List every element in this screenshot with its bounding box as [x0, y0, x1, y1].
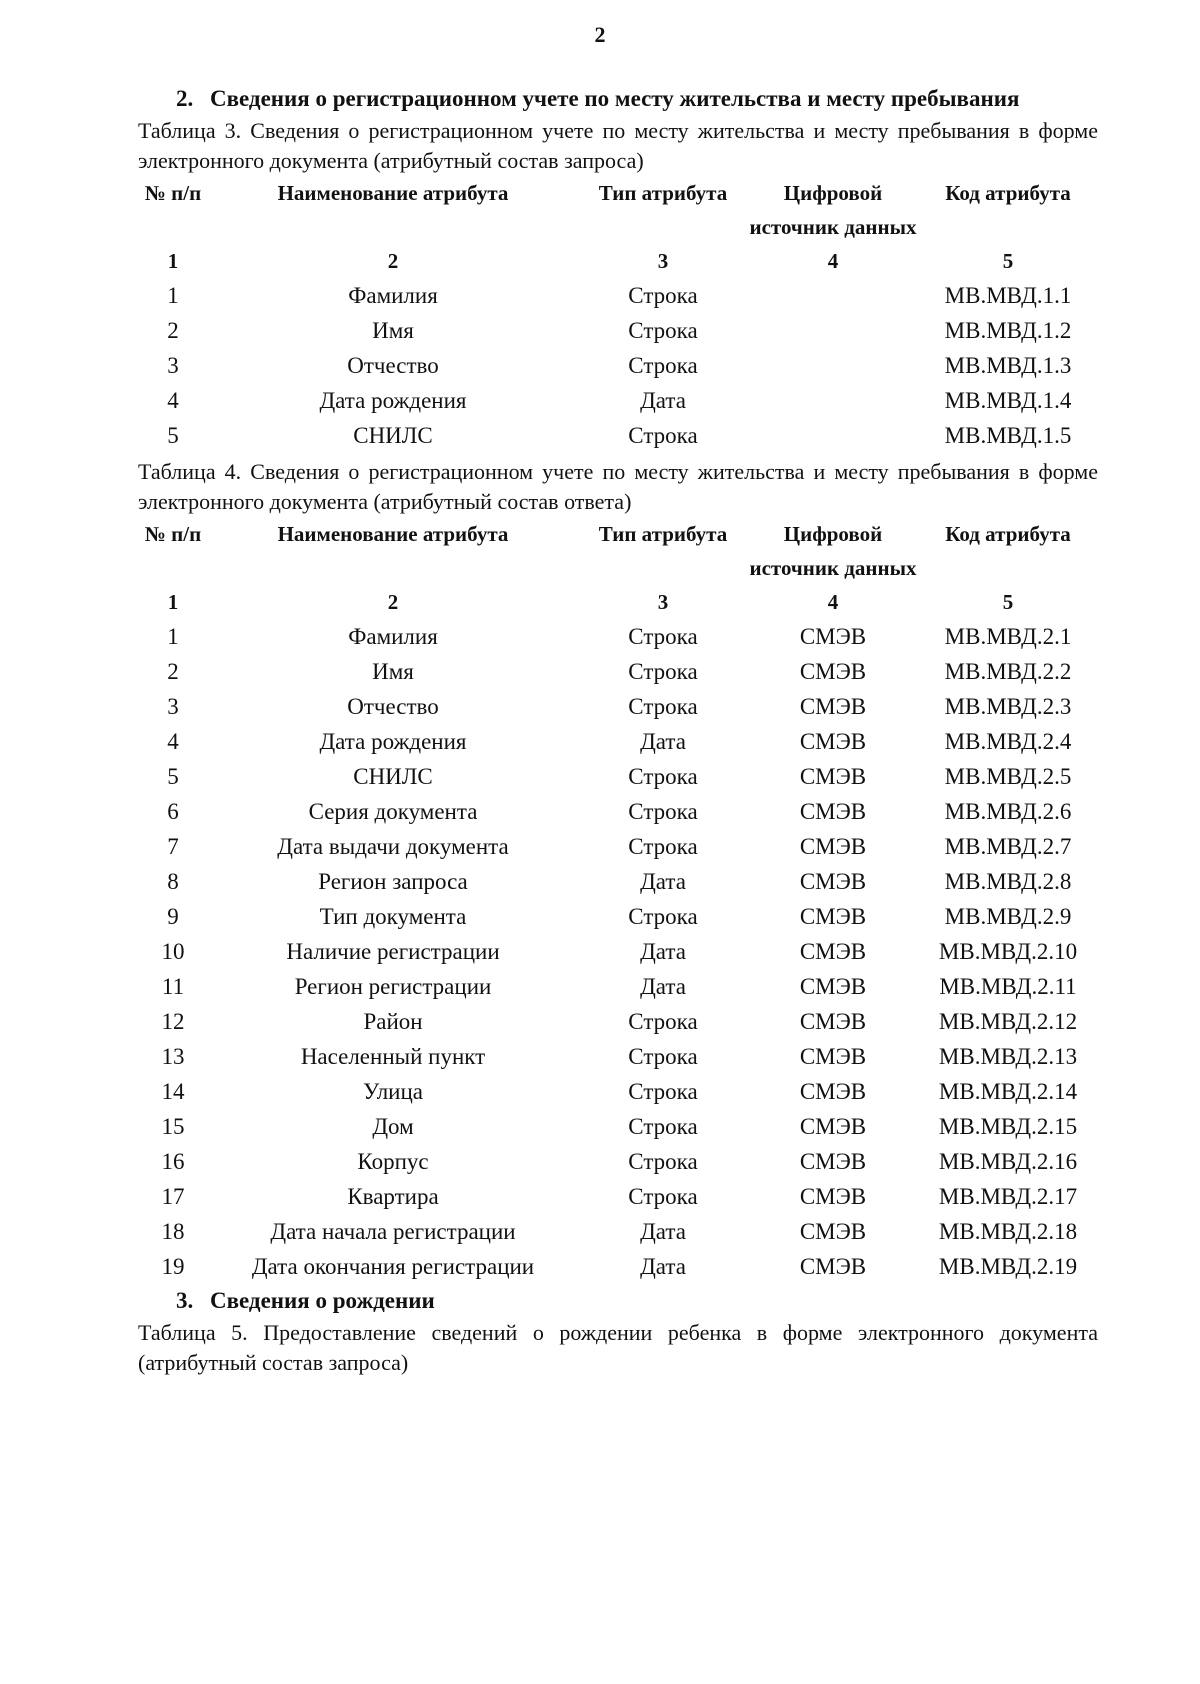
section-3-number: 3.: [176, 1288, 194, 1313]
attribute-name: Имя: [372, 659, 414, 684]
data-source: СМЭВ: [799, 659, 867, 684]
row-number: 1: [167, 624, 179, 649]
table-row: [138, 759, 1098, 794]
table-row: [138, 348, 1098, 383]
row-number: 3: [167, 694, 179, 719]
table-3: [138, 176, 1098, 453]
data-source: СМЭВ: [799, 1254, 867, 1279]
attribute-name: Дата начала регистрации: [270, 1219, 516, 1244]
attribute-name: Серия документа: [308, 799, 478, 824]
data-source: СМЭВ: [799, 1114, 867, 1139]
table-4: [138, 517, 1098, 1284]
table-row: [138, 654, 1098, 689]
attribute-type: Строка: [628, 1114, 698, 1139]
column-number: 5: [1002, 590, 1014, 614]
attribute-type: Строка: [628, 1044, 698, 1069]
row-number: 14: [161, 1079, 185, 1104]
attribute-name: Населенный пункт: [300, 1044, 486, 1069]
data-source: СМЭВ: [799, 974, 867, 999]
attribute-type: Строка: [628, 318, 698, 343]
attribute-type: Строка: [628, 283, 698, 308]
table-row: [138, 418, 1098, 453]
attribute-code: МВ.МВД.2.17: [938, 1184, 1078, 1209]
table-row: [138, 313, 1098, 348]
row-number: 19: [161, 1254, 185, 1279]
attribute-code: МВ.МВД.2.12: [938, 1009, 1078, 1034]
page-number: 2: [594, 22, 606, 47]
attribute-code: МВ.МВД.2.2: [944, 659, 1072, 684]
row-number: 4: [167, 388, 179, 413]
attribute-name: Отчество: [347, 353, 439, 378]
row-number: 16: [161, 1149, 185, 1174]
column-number: 3: [657, 590, 669, 614]
attribute-type: Строка: [628, 1149, 698, 1174]
attribute-type: Строка: [628, 1009, 698, 1034]
attribute-name: Регион запроса: [318, 869, 468, 894]
document-body: [138, 84, 1098, 1378]
table-3-caption: Таблица 3. Сведения о регистрационном учете по месту жительства и месту пребывания в форме электронного документа (атрибутный состав запроса): [138, 118, 1098, 173]
attribute-code: МВ.МВД.2.1: [944, 624, 1072, 649]
data-source: СМЭВ: [799, 869, 867, 894]
table-5-caption: Таблица 5. Предоставление сведений о рождении ребенка в форме электронного документа (атрибутный состав запроса): [138, 1320, 1098, 1375]
table-row: [138, 1039, 1098, 1074]
header-attribute-type: Тип атрибута: [598, 522, 728, 546]
table-row: [138, 864, 1098, 899]
data-source: [748, 418, 918, 453]
attribute-type: Дата: [640, 729, 686, 754]
attribute-code: МВ.МВД.2.16: [938, 1149, 1078, 1174]
attribute-code: МВ.МВД.2.13: [938, 1044, 1078, 1069]
attribute-code: МВ.МВД.2.4: [944, 729, 1072, 754]
data-source: [748, 278, 918, 313]
attribute-code: МВ.МВД.2.10: [938, 939, 1078, 964]
attribute-code: МВ.МВД.1.4: [944, 388, 1072, 413]
attribute-type: Строка: [628, 353, 698, 378]
attribute-type: Строка: [628, 423, 698, 448]
row-number: 18: [161, 1219, 185, 1244]
attribute-name: СНИЛС: [353, 423, 433, 448]
table-row: [138, 278, 1098, 313]
table-row: [138, 794, 1098, 829]
header-data-source: Цифровой источник данных: [749, 522, 917, 580]
table-row: [138, 1214, 1098, 1249]
row-number: 17: [161, 1184, 185, 1209]
attribute-name: Дата рождения: [319, 388, 467, 413]
attribute-code: МВ.МВД.2.9: [944, 904, 1072, 929]
table-4-header-row: [138, 517, 1098, 585]
column-number: 2: [387, 249, 399, 273]
data-source: СМЭВ: [799, 939, 867, 964]
attribute-type: Дата: [640, 388, 686, 413]
table-row: [138, 1004, 1098, 1039]
row-number: 13: [161, 1044, 185, 1069]
data-source: [748, 348, 918, 383]
attribute-name: Имя: [372, 318, 414, 343]
row-number: 3: [167, 353, 179, 378]
table-3-column-numbers: [138, 244, 1098, 278]
header-attribute-code: Код атрибута: [945, 181, 1071, 205]
column-number: 1: [167, 590, 179, 614]
attribute-type: Строка: [628, 659, 698, 684]
section-2-number: 2.: [176, 86, 194, 111]
attribute-code: МВ.МВД.2.11: [939, 974, 1077, 999]
attribute-code: МВ.МВД.1.1: [944, 283, 1072, 308]
attribute-name: СНИЛС: [353, 764, 433, 789]
attribute-type: Дата: [640, 869, 686, 894]
attribute-type: Дата: [640, 974, 686, 999]
row-number: 9: [167, 904, 179, 929]
column-number: 4: [827, 249, 839, 273]
table-row: [138, 1179, 1098, 1214]
attribute-name: Корпус: [357, 1149, 429, 1174]
column-number: 2: [387, 590, 399, 614]
table-row: [138, 1074, 1098, 1109]
attribute-type: Дата: [640, 939, 686, 964]
attribute-name: Район: [363, 1009, 423, 1034]
table-3-body: [138, 244, 1098, 453]
section-2-heading: [176, 84, 1098, 114]
data-source: СМЭВ: [799, 1219, 867, 1244]
section-3-title: Сведения о рождении: [210, 1288, 435, 1313]
row-number: 2: [167, 659, 179, 684]
section-2-title: Сведения о регистрационном учете по месту жительства и месту пребывания: [210, 86, 1020, 111]
table-row: [138, 934, 1098, 969]
attribute-type: Строка: [628, 694, 698, 719]
row-number: 15: [161, 1114, 185, 1139]
attribute-type: Строка: [628, 799, 698, 824]
table-row: [138, 1249, 1098, 1284]
attribute-code: МВ.МВД.2.7: [944, 834, 1072, 859]
column-number: 3: [657, 249, 669, 273]
header-data-source: Цифровой источник данных: [749, 181, 917, 239]
data-source: СМЭВ: [799, 1149, 867, 1174]
attribute-code: МВ.МВД.2.8: [944, 869, 1072, 894]
attribute-type: Строка: [628, 624, 698, 649]
attribute-code: МВ.МВД.1.2: [944, 318, 1072, 343]
table-row: [138, 829, 1098, 864]
row-number: 5: [167, 423, 179, 448]
header-attribute-type: Тип атрибута: [598, 181, 728, 205]
data-source: СМЭВ: [799, 624, 867, 649]
attribute-name: Квартира: [347, 1184, 439, 1209]
attribute-type: Дата: [640, 1254, 686, 1279]
row-number: 11: [161, 974, 185, 999]
row-number: 10: [161, 939, 185, 964]
table-row: [138, 383, 1098, 418]
attribute-code: МВ.МВД.2.19: [938, 1254, 1078, 1279]
data-source: [748, 313, 918, 348]
header-number: № п/п: [144, 181, 202, 205]
attribute-code: МВ.МВД.1.3: [944, 353, 1072, 378]
table-row: [138, 689, 1098, 724]
data-source: СМЭВ: [799, 799, 867, 824]
attribute-name: Отчество: [347, 694, 439, 719]
table-4-body: [138, 585, 1098, 1284]
data-source: СМЭВ: [799, 694, 867, 719]
table-row: [138, 619, 1098, 654]
data-source: СМЭВ: [799, 729, 867, 754]
column-number: 1: [167, 249, 179, 273]
column-number: 4: [827, 590, 839, 614]
table-row: [138, 724, 1098, 759]
data-source: СМЭВ: [799, 1079, 867, 1104]
table-row: [138, 1109, 1098, 1144]
table-row: [138, 1144, 1098, 1179]
table-4-column-numbers: [138, 585, 1098, 619]
attribute-name: Фамилия: [348, 283, 438, 308]
table-row: [138, 899, 1098, 934]
header-attribute-name: Наименование атрибута: [277, 181, 509, 205]
data-source: СМЭВ: [799, 904, 867, 929]
attribute-name: Дата рождения: [319, 729, 467, 754]
row-number: 12: [161, 1009, 185, 1034]
data-source: СМЭВ: [799, 834, 867, 859]
row-number: 5: [167, 764, 179, 789]
attribute-type: Строка: [628, 1184, 698, 1209]
header-attribute-name: Наименование атрибута: [277, 522, 509, 546]
data-source: СМЭВ: [799, 764, 867, 789]
attribute-name: Дата окончания регистрации: [251, 1254, 535, 1279]
attribute-code: МВ.МВД.2.3: [944, 694, 1072, 719]
data-source: СМЭВ: [799, 1009, 867, 1034]
attribute-code: МВ.МВД.2.15: [938, 1114, 1078, 1139]
attribute-name: Регион регистрации: [294, 974, 492, 999]
attribute-name: Фамилия: [348, 624, 438, 649]
attribute-name: Дата выдачи документа: [277, 834, 509, 859]
table-4-caption: Таблица 4. Сведения о регистрационном учете по месту жительства и месту пребывания в форме электронного документа (атрибутный состав ответа): [138, 459, 1098, 514]
data-source: СМЭВ: [799, 1044, 867, 1069]
header-attribute-code: Код атрибута: [945, 522, 1071, 546]
attribute-type: Строка: [628, 764, 698, 789]
attribute-type: Строка: [628, 1079, 698, 1104]
row-number: 7: [167, 834, 179, 859]
attribute-code: МВ.МВД.2.5: [944, 764, 1072, 789]
attribute-name: Улица: [363, 1079, 423, 1104]
row-number: 4: [167, 729, 179, 754]
table-3-header-row: [138, 176, 1098, 244]
attribute-code: МВ.МВД.1.5: [944, 423, 1072, 448]
attribute-name: Тип документа: [319, 904, 467, 929]
row-number: 1: [167, 283, 179, 308]
attribute-type: Строка: [628, 904, 698, 929]
attribute-code: МВ.МВД.2.6: [944, 799, 1072, 824]
data-source: [748, 383, 918, 418]
row-number: 2: [167, 318, 179, 343]
attribute-code: МВ.МВД.2.14: [938, 1079, 1078, 1104]
table-row: [138, 969, 1098, 1004]
attribute-name: Наличие регистрации: [286, 939, 500, 964]
column-number: 5: [1002, 249, 1014, 273]
row-number: 6: [167, 799, 179, 824]
attribute-name: Дом: [372, 1114, 414, 1139]
attribute-code: МВ.МВД.2.18: [938, 1219, 1078, 1244]
attribute-type: Строка: [628, 834, 698, 859]
data-source: СМЭВ: [799, 1184, 867, 1209]
attribute-type: Дата: [640, 1219, 686, 1244]
header-number: № п/п: [144, 522, 202, 546]
section-3-heading: [176, 1286, 1098, 1316]
row-number: 8: [167, 869, 179, 894]
